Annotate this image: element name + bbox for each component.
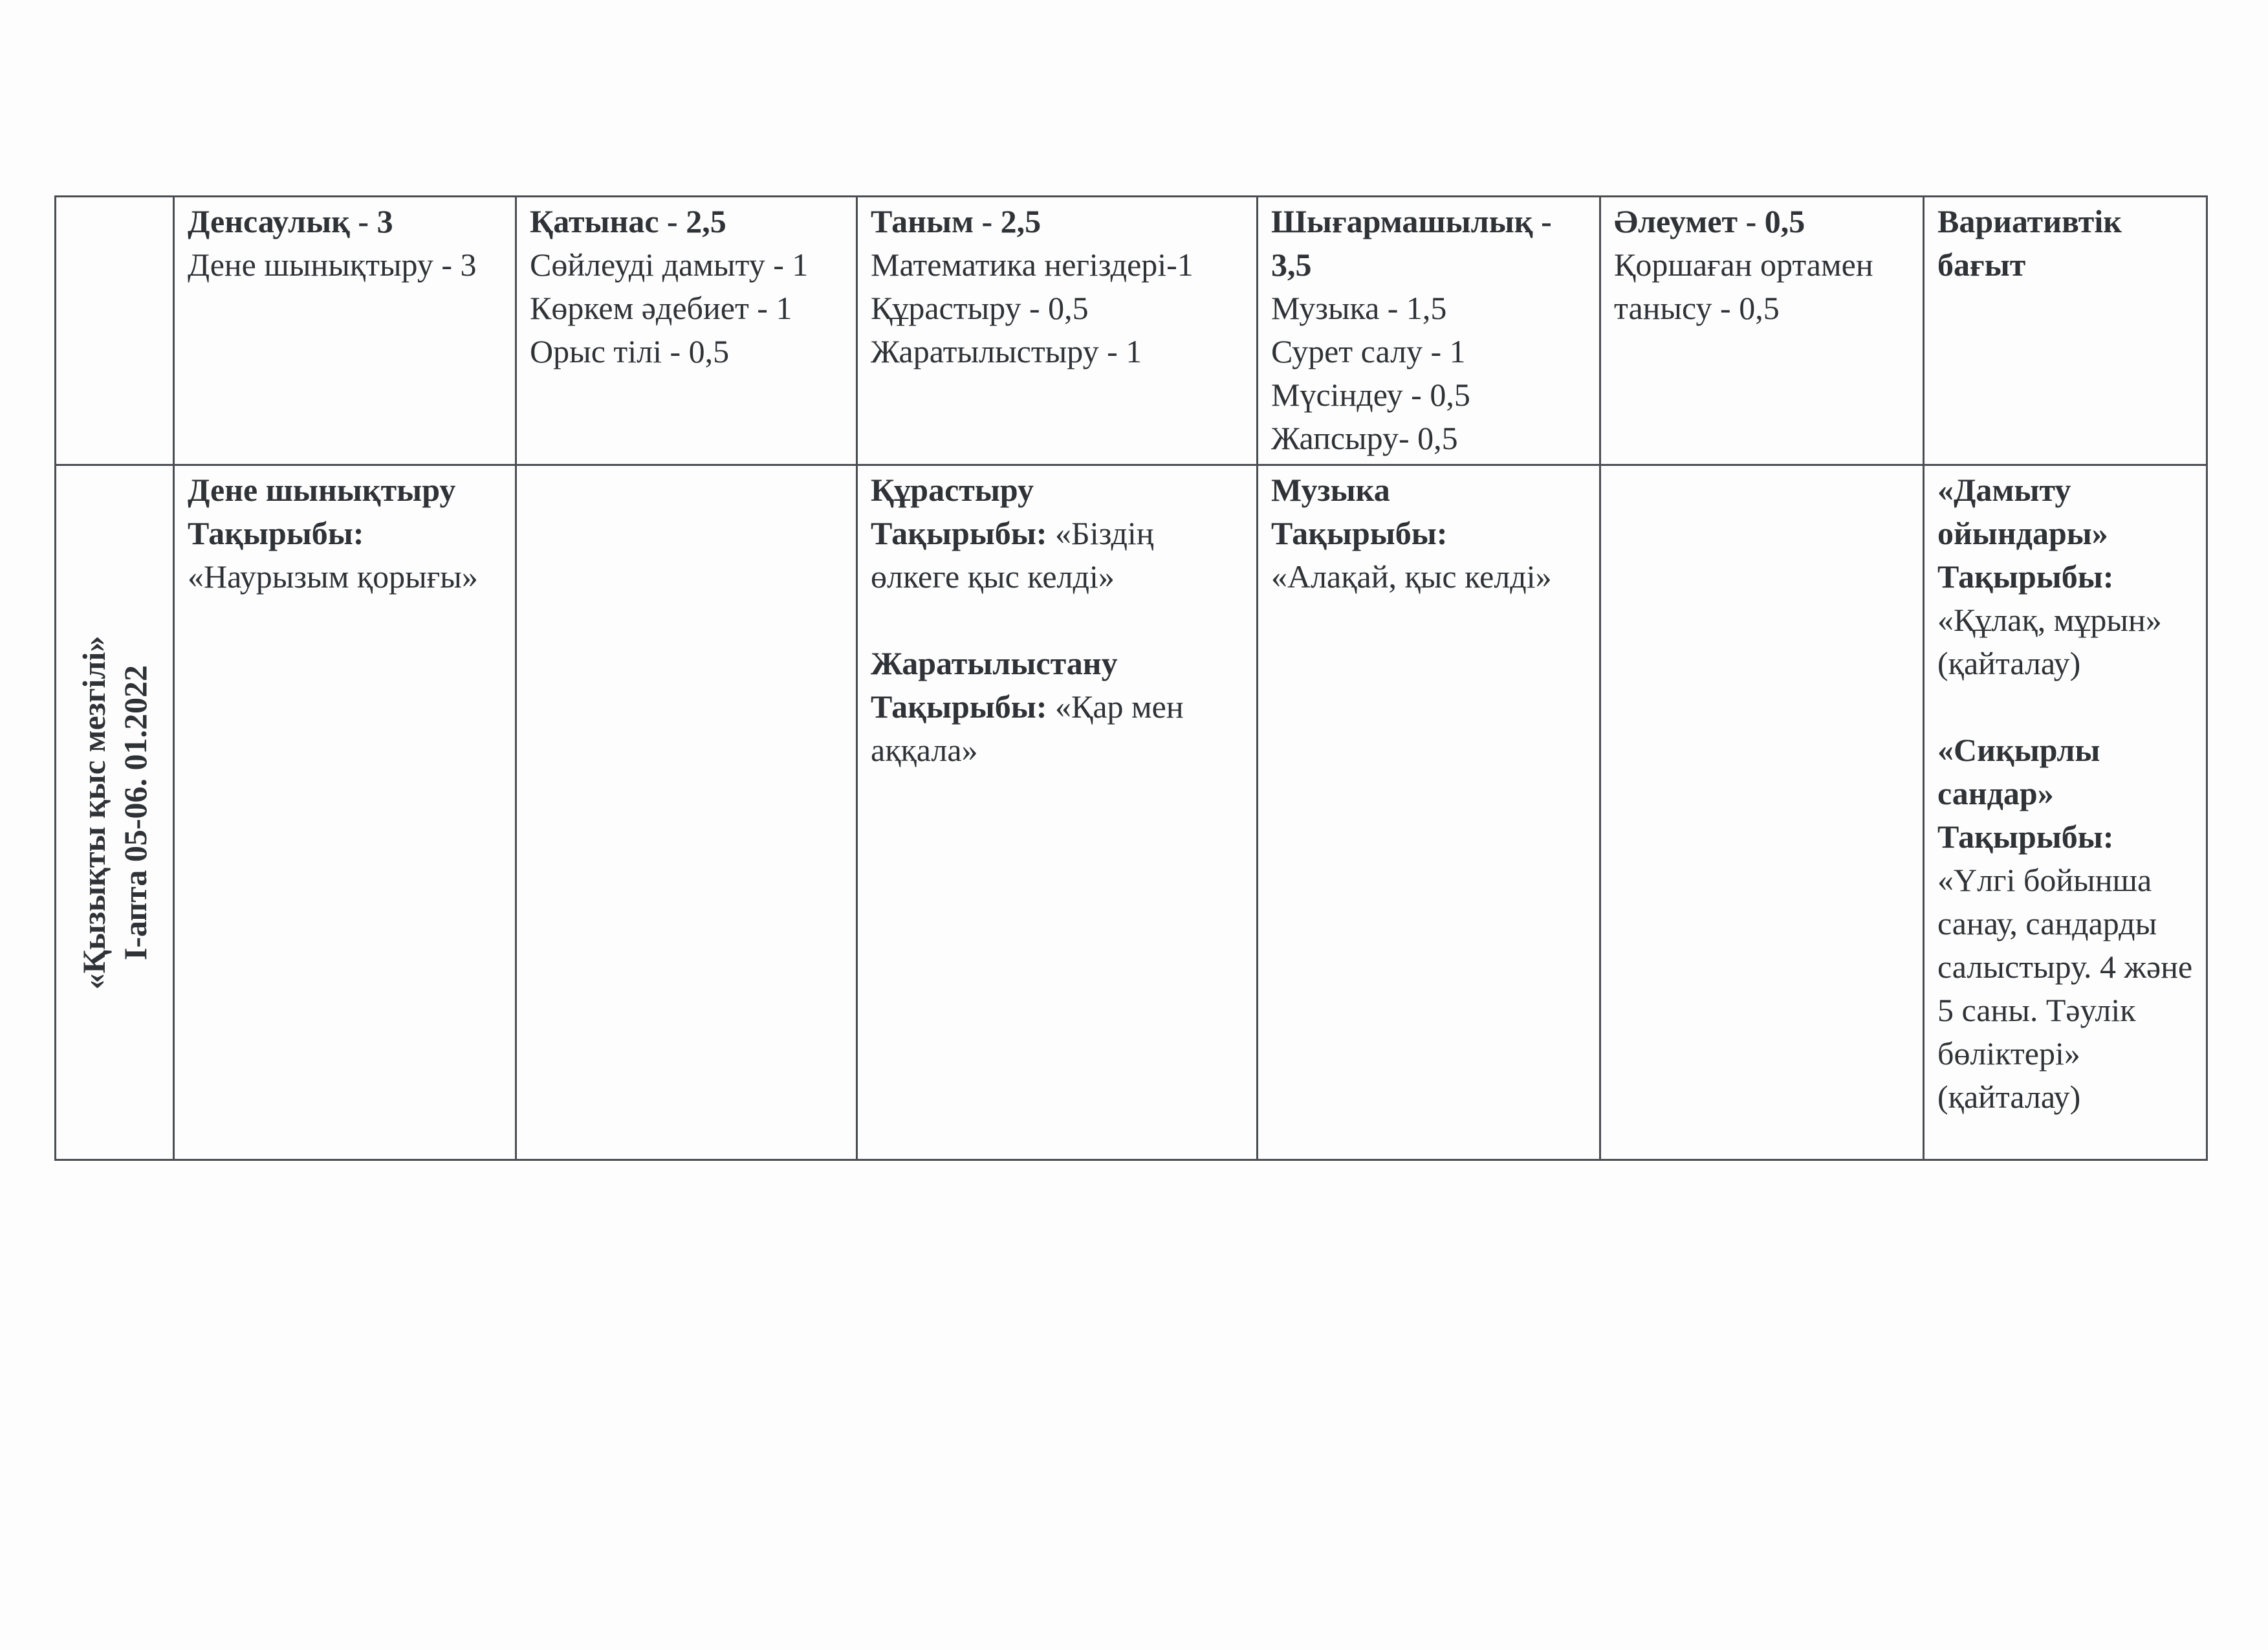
cognition-topic-text-1: «Біздің өлкеге қыс келді»: [871, 515, 1154, 595]
header-cell-cognition: [857, 197, 1258, 465]
header-cell-communication: [516, 197, 857, 465]
variative-subject-1: «Дамыту ойындары»: [1937, 472, 2108, 551]
header-cell-society: [1600, 197, 1924, 465]
spacer: [1937, 685, 2198, 729]
header-society-title: Әлеумет - 0,5: [1614, 203, 1805, 239]
body-cell-creativity: [1258, 465, 1600, 1160]
header-health-title: Денсаулық - 3: [188, 203, 393, 239]
health-subject: Дене шынықтыру: [188, 472, 456, 508]
header-creativity-line: Музыка - 1,5: [1271, 290, 1447, 326]
header-corner-cell: [56, 197, 174, 465]
header-communication-title: Қатынас - 2,5: [530, 203, 726, 239]
header-creativity-line: Сурет салу - 1: [1271, 333, 1466, 369]
creativity-topic-label: Тақырыбы:: [1271, 515, 1448, 551]
week-theme: «Қызықты қыс мезгілі»: [76, 635, 112, 989]
week-dates: І-апта 05-06. 01.2022: [117, 665, 153, 960]
header-cognition-title: Таным - 2,5: [871, 203, 1041, 239]
creativity-topic: «Алақай, қыс келді»: [1271, 558, 1552, 595]
header-cognition-line: Құрастыру - 0,5: [871, 290, 1089, 326]
variative-topic-label-2: Тақырыбы:: [1937, 819, 2114, 855]
header-creativity-title: Шығармашылық - 3,5: [1271, 203, 1552, 283]
header-cell-creativity: [1258, 197, 1600, 465]
body-cell-cognition: [857, 465, 1258, 1160]
variative-topic-label-1: Тақырыбы:: [1937, 558, 2114, 595]
variative-topic-1: «Құлақ, мұрын» (қайталау): [1937, 602, 2162, 681]
cognition-topic-label-1: Тақырыбы:: [871, 515, 1047, 551]
header-creativity-line: Мүсіндеу - 0,5: [1271, 377, 1470, 413]
header-society-line: Қоршаған ортамен танысу - 0,5: [1614, 247, 1873, 326]
table-header-row: [56, 197, 2207, 465]
variative-topic-2: «Үлгі бойынша санау, сандарды салыстыру. 4 және 5 саны. Тәулік бөліктері» (қайталау): [1937, 862, 2193, 1115]
health-topic: «Наурызым қорығы»: [188, 558, 478, 595]
header-communication-line: Сөйлеуді дамыту - 1: [530, 247, 809, 283]
header-cell-variative: [1924, 197, 2207, 465]
header-variative-title: Вариативтік бағыт: [1937, 203, 2122, 283]
creativity-subject: Музыка: [1271, 472, 1390, 508]
body-cell-society: [1600, 465, 1924, 1160]
table-week-row: [56, 465, 2207, 1160]
cognition-topic-text-2: «Қар мен аққала»: [871, 688, 1184, 768]
spacer: [871, 599, 1248, 642]
health-topic-label: Тақырыбы:: [188, 515, 364, 551]
header-communication-line: Көркем әдебиет - 1: [530, 290, 792, 326]
curriculum-table: [54, 195, 2208, 1161]
week-label: [73, 635, 156, 989]
header-cell-health: [174, 197, 516, 465]
cognition-subject-2: Жаратылыстану: [871, 645, 1118, 681]
body-cell-health: [174, 465, 516, 1160]
header-cognition-line: Математика негіздері-1: [871, 247, 1194, 283]
body-cell-variative: [1924, 465, 2207, 1160]
header-communication-line: Орыс тілі - 0,5: [530, 333, 730, 369]
header-health-line: Дене шынықтыру - 3: [188, 247, 477, 283]
cognition-subject-1: Құрастыру: [871, 472, 1034, 508]
header-cognition-line: Жаратылыстыру - 1: [871, 333, 1142, 369]
week-label-cell: [56, 465, 174, 1160]
cognition-topic-label-2: Тақырыбы:: [871, 688, 1047, 725]
cognition-topic-2: [871, 685, 1248, 772]
header-creativity-line: Жапсыру- 0,5: [1271, 420, 1458, 456]
body-cell-communication: [516, 465, 857, 1160]
variative-subject-2: «Сиқырлы сандар»: [1937, 732, 2100, 811]
cognition-topic-1: [871, 512, 1248, 599]
